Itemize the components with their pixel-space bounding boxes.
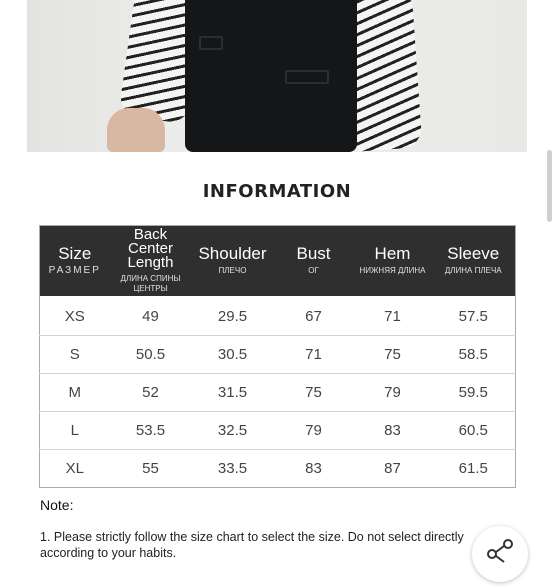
table-row [40,296,516,336]
cell-size: M [40,374,110,412]
product-photo [27,0,527,152]
table-row [40,450,516,488]
col-header-size: Size РАЗМЕР [48,244,101,276]
cell-back-center-length: 49 [142,308,159,325]
cell-hem: 79 [354,374,432,412]
cell-size: XS [64,308,85,325]
cell-shoulder: 30.5 [192,336,274,374]
cell-hem: 71 [384,308,401,325]
col-header-hem: Hem НИЖНЯЯ ДЛИНА [359,244,426,275]
col-header-bust: Bust ОГ [296,244,331,275]
table-row [40,374,516,412]
cell-sleeve: 61.5 [432,450,516,488]
table-row [40,412,516,450]
col-header-sleeve: Sleeve ДЛИНА ПЛЕЧА [444,244,502,275]
cell-size: S [40,336,110,374]
cell-bust: 75 [274,374,354,412]
share-icon [472,569,528,586]
share-button[interactable] [472,526,528,582]
cell-size: XL [40,450,110,488]
cell-sleeve: 60.5 [432,412,516,450]
cell-back-center-length: 53.5 [110,412,192,450]
cell-back-center-length: 55 [110,450,192,488]
cell-back-center-length: 52 [110,374,192,412]
cell-bust: 83 [274,450,354,488]
cell-shoulder: 33.5 [192,450,274,488]
size-chart-table [39,225,516,488]
cell-sleeve: 59.5 [432,374,516,412]
cell-hem: 87 [354,450,432,488]
cell-shoulder: 29.5 [217,308,248,325]
cell-back-center-length: 50.5 [110,336,192,374]
cell-hem: 83 [354,412,432,450]
section-title: INFORMATION [202,181,352,202]
cell-hem: 75 [354,336,432,374]
table-header-row [40,226,516,297]
cell-bust: 67 [305,308,322,325]
cell-bust: 71 [274,336,354,374]
cell-shoulder: 31.5 [192,374,274,412]
note-line-1: 1. Please strictly follow the size chart to select the size. Do not select directly according to your habits. [40,530,464,560]
cell-bust: 79 [274,412,354,450]
cell-shoulder: 32.5 [192,412,274,450]
cell-sleeve: 57.5 [458,308,488,325]
cell-sleeve: 58.5 [432,336,516,374]
note-title: Note: [40,497,74,513]
table-row [40,336,516,374]
col-header-back-center-length: Back Center Length ДЛИНА СПИНЫ ЦЕНТРЫ [120,226,181,293]
cell-size: L [40,412,110,450]
col-header-shoulder: Shoulder ПЛЕЧО [198,244,267,275]
